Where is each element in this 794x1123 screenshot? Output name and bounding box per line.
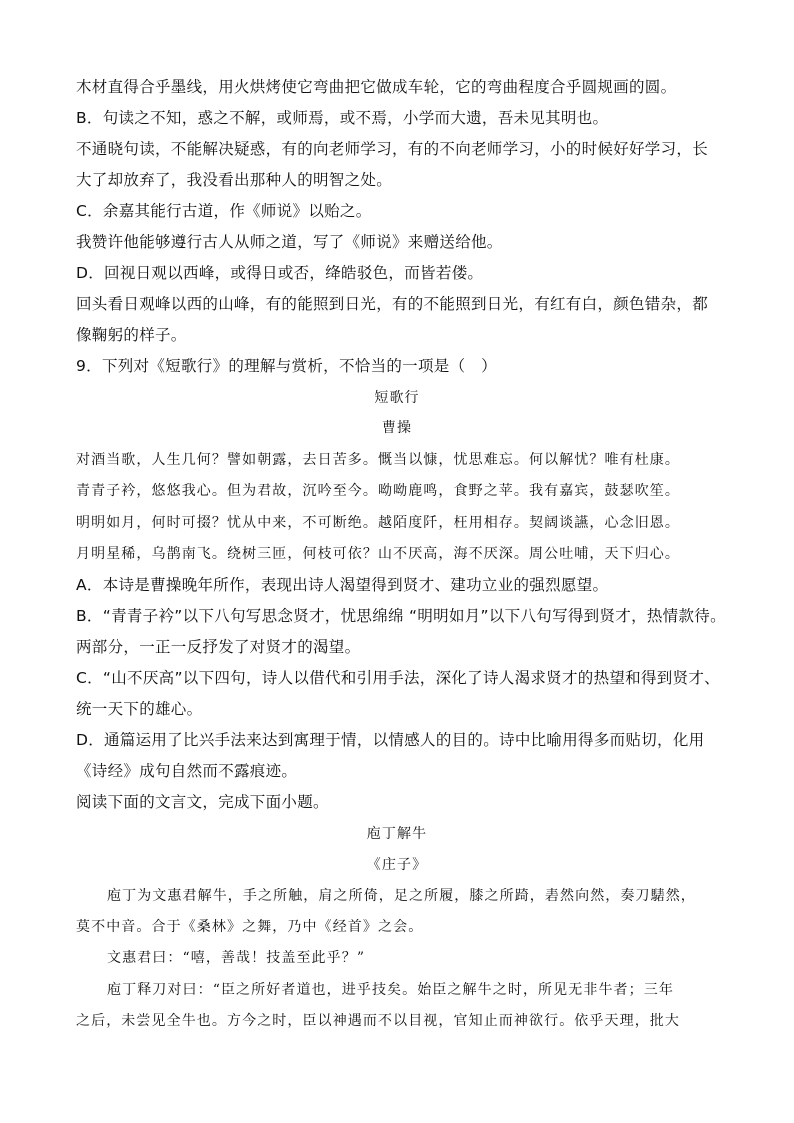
passage-paragraph-2: 文惠君曰：“嘻，善哉！技盖至此乎？” (107, 950, 366, 966)
q9-stem: 9．下列对《短歌行》的理解与赏析，不恰当的一项是（ ） (76, 357, 497, 375)
passage-paragraph-1-line-1: 庖丁为文惠君解牛，手之所触，肩之所倚，足之所履，膝之所踦，砉然向然，奏刀騞然， (107, 888, 696, 904)
q8-option-b-translation-line-1: 不通晓句读，不能解决疑惑，有的向老师学习，有的不向老师学习，小的时候好好学习，长 (76, 140, 709, 158)
passage-paragraph-1-line-2: 莫不中音。合于《桑林》之舞，乃中《经首》之会。 (76, 919, 424, 935)
q9-option-d-line-1: D．通篇运用了比兴手法来达到寓理于情，以情感人的目的。诗中比喻用得多而贴切，化用 (76, 731, 705, 749)
q8-option-a-translation-tail: 木材直得合乎墨线，用火烘烤使它弯曲把它做成车轮，它的弯曲程度合乎圆规画的圆。 (76, 78, 677, 96)
q9-option-d-line-2: 《诗经》成句自然而不露痕迹。 (76, 762, 298, 780)
poem-title: 短歌行 (374, 390, 420, 406)
q9-option-b-line-1: B．“青青子衿”以下八句写思念贤才，忧思绵绵 “明明如月”以下八句写得到贤才，热情款待。 (76, 607, 726, 625)
reading-instruction: 阅读下面的文言文，完成下面小题。 (76, 793, 329, 811)
q8-option-d-translation-line-1: 回头看日观峰以西的山峰，有的能照到日光，有的不能照到日光，有红有白，颜色错杂，都 (76, 295, 709, 313)
passage-paragraph-3-line-2: 之后，未尝见全牛也。方今之时，臣以神遇而不以目视，官知止而神欲行。依乎天理，批大 (76, 1013, 680, 1029)
poem-author: 曹操 (381, 420, 413, 436)
passage-source: 《庄子》 (366, 857, 428, 873)
poem-line: 对酒当歌，人生几何？譬如朝露，去日苦多。慨当以慷，忧思难忘。何以解忧？唯有杜康。 (76, 452, 680, 468)
poem-line: 青青子衿，悠悠我心。但为君故，沉吟至今。呦呦鹿鸣，食野之苹。我有嘉宾，鼓瑟吹笙。 (76, 483, 680, 499)
q8-option-d: D．回视日观以西峰，或得日或否，绛皓驳色，而皆若偻。 (76, 264, 484, 282)
q8-option-c: C．余嘉其能行古道，作《师说》以贻之。 (76, 202, 372, 220)
passage-title: 庖丁解牛 (366, 826, 428, 842)
q9-option-c-line-1: C．“山不厌高”以下四句，诗人以借代和引用手法，深化了诗人渴求贤才的热望和得到贤才、 (76, 669, 720, 687)
q8-option-d-translation-line-2: 像鞠躬的样子。 (76, 326, 187, 344)
q8-option-b: B．句读之不知，惑之不解，或师焉，或不焉，小学而大遗，吾未见其明也。 (76, 109, 609, 127)
q9-option-b-line-2: 两部分，一正一反抒发了对贤才的渴望。 (76, 638, 361, 656)
q9-option-a: A．本诗是曹操晚年所作，表现出诗人渴望得到贤才、建功立业的强烈愿望。 (76, 576, 609, 594)
poem-line: 月明星稀，乌鹊南飞。绕树三匝，何枝可依？山不厌高，海不厌深。周公吐哺，天下归心。 (76, 546, 680, 562)
q9-option-c-line-2: 统一天下的雄心。 (76, 700, 203, 718)
passage-paragraph-3-line-1: 庖丁释刀对曰：“臣之所好者道也，进乎技矣。始臣之解牛之时，所见无非牛者；三年 (107, 982, 674, 998)
poem-line: 明明如月，何时可掇？忧从中来，不可断绝。越陌度阡，枉用相存。契阔谈讌，心念旧恩。 (76, 515, 680, 531)
q8-option-b-translation-line-2: 大了却放弃了，我没看出那种人的明智之处。 (76, 171, 393, 189)
q8-option-c-translation: 我赞许他能够遵行古人从师之道，写了《师说》来赠送给他。 (76, 233, 503, 251)
